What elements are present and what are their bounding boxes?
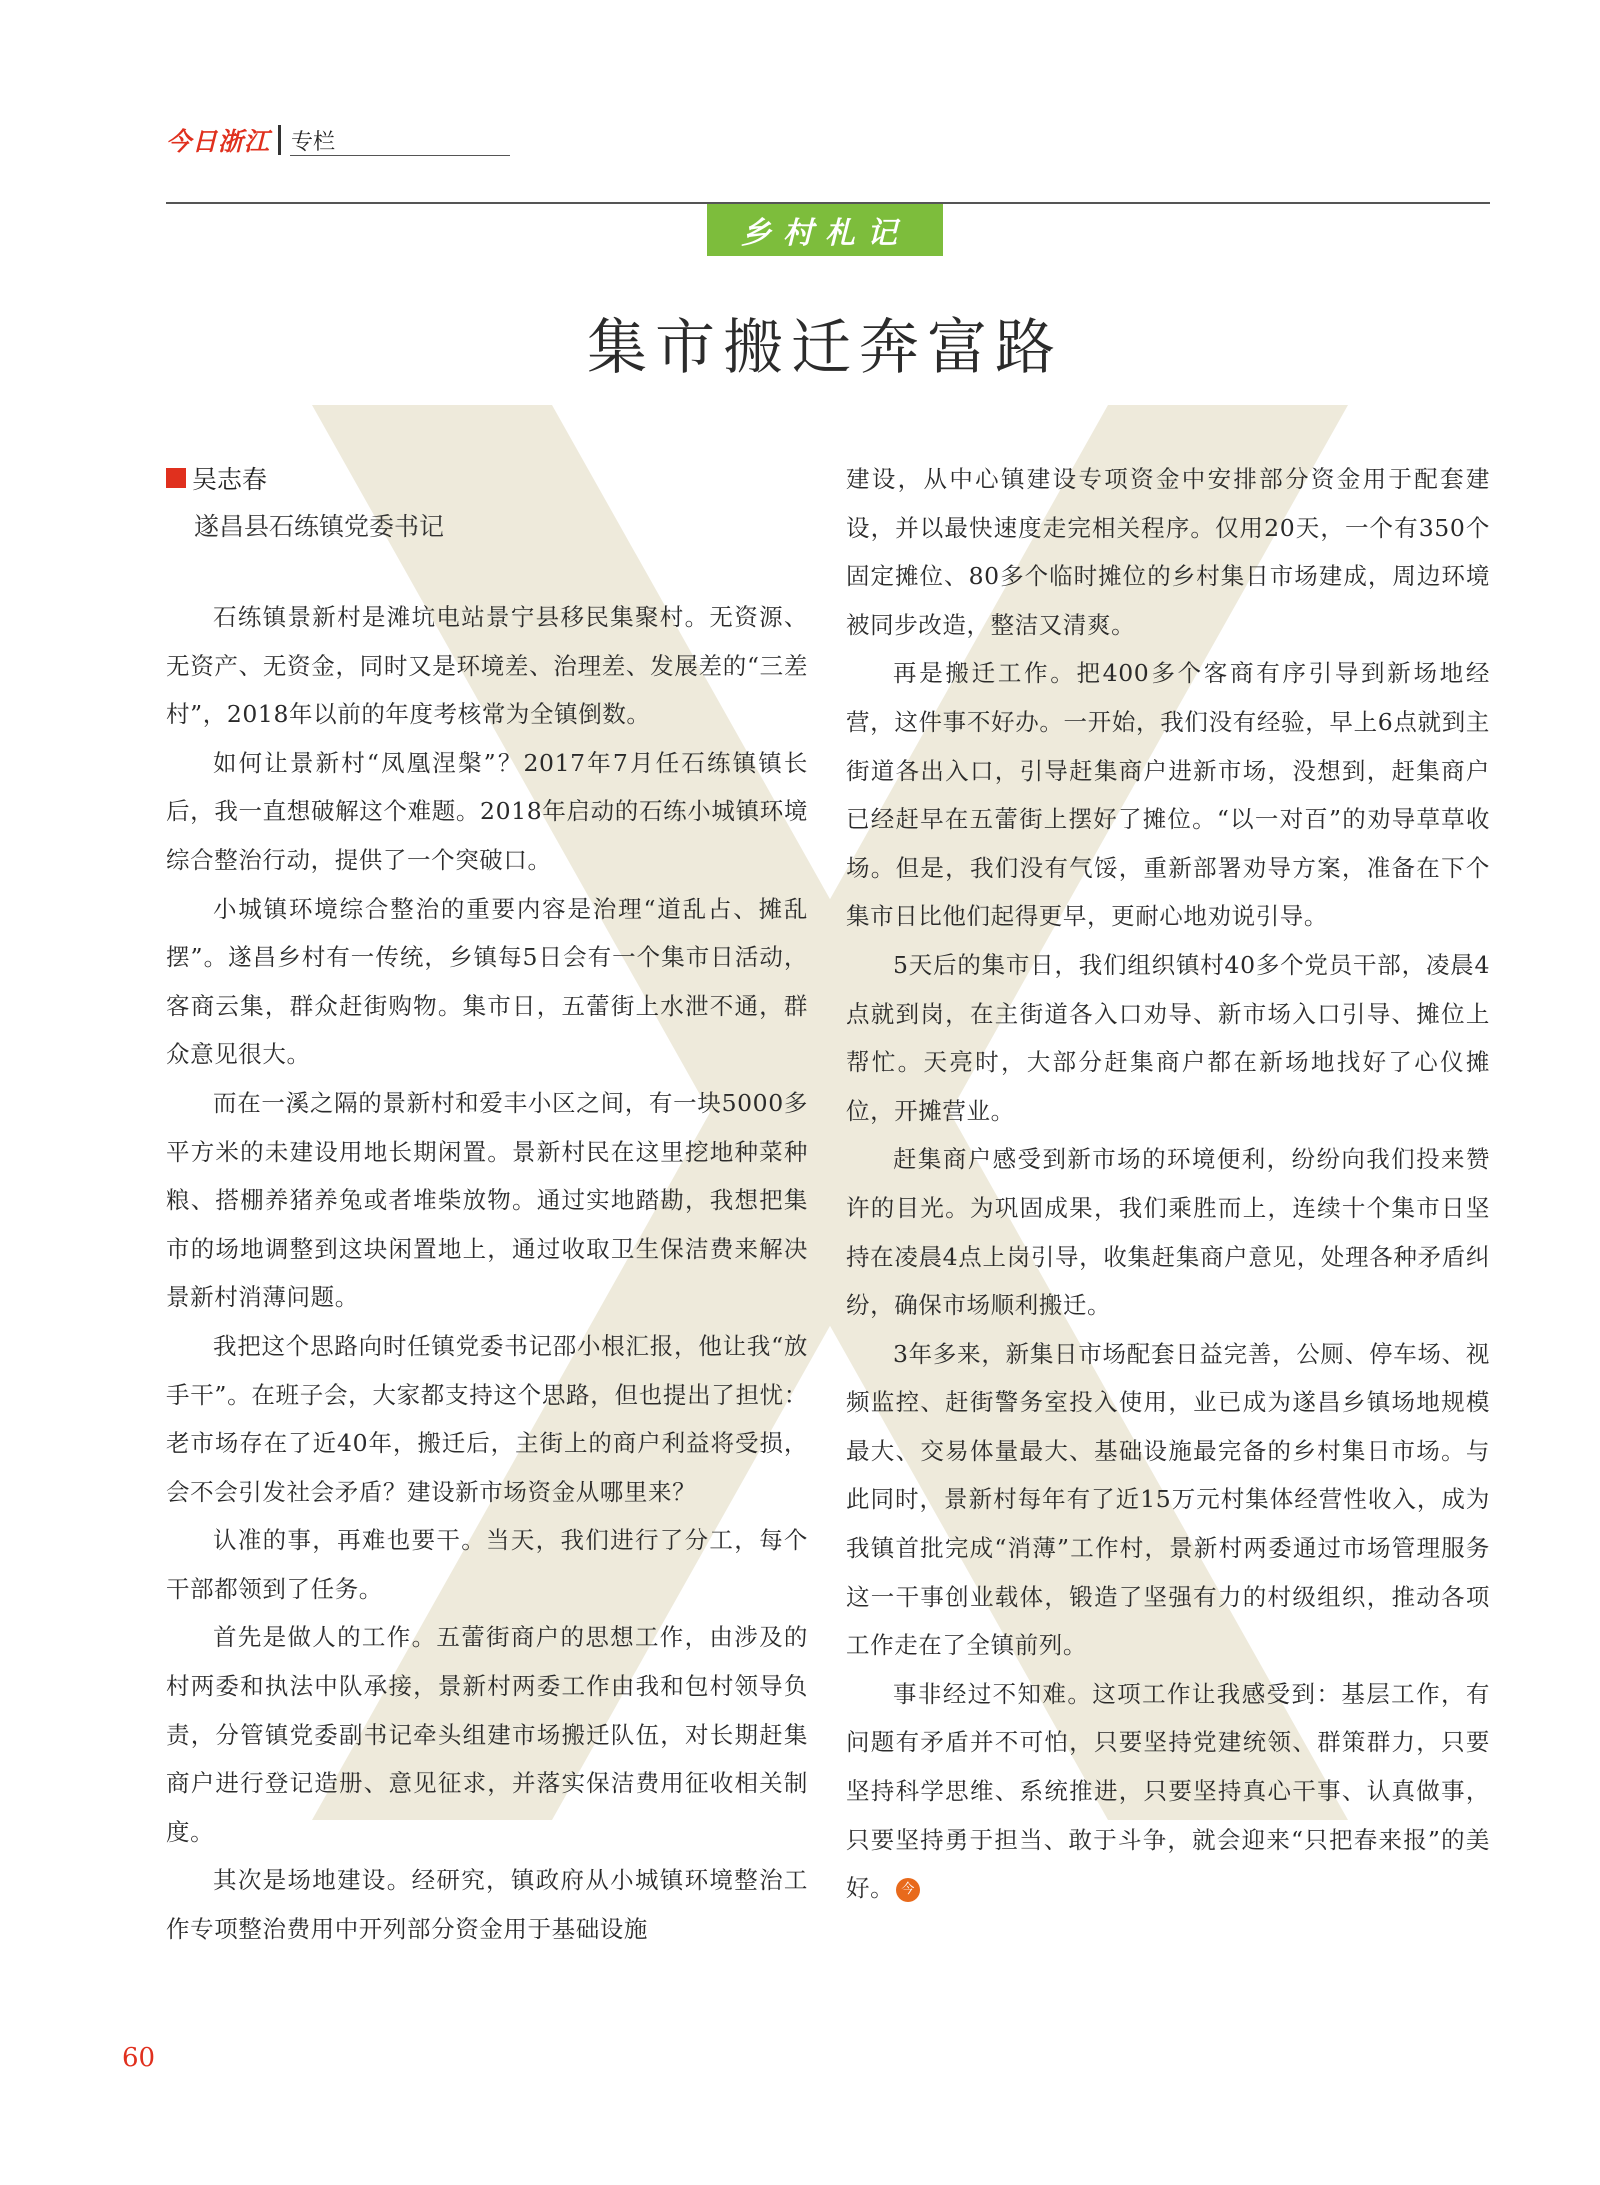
author-name: 吴志春 <box>192 465 268 494</box>
paragraph: 如何让景新村“凤凰涅槃”？2017年7月任石练镇镇长后，我一直想破解这个难题。2018年启动的石练小城镇环境综合整治行动，提供了一个突破口。 <box>166 748 808 874</box>
paragraph: 再是搬迁工作。把400多个客商有序引导到新场地经营，这件事不好办。一开始，我们没有经验，早上6点就到主街道各出入口，引导赶集商户进新市场，没想到，赶集商户已经赶早在五蕾街上摆好了摊位。“以一对百”的劝导草草收场。但是，我们没有气馁，重新部署劝导方案，准备在下个集市日比他们起得更早，更耐心地劝说引导。 <box>846 659 1490 931</box>
paragraph: 5天后的集市日，我们组织镇村40多个党员干部，凌晨4点就到岗，在主街道各入口劝导、新市场入口引导、摊位上帮忙。天亮时，大部分赶集商户都在新场地找好了心仪摊位，开摊营业。 <box>846 950 1490 1125</box>
page-number: 60 <box>122 2043 156 2073</box>
end-mark-icon: 今 <box>896 1878 920 1902</box>
paragraph: 认准的事，再难也要干。当天，我们进行了分工，每个干部都领到了任务。 <box>166 1526 808 1603</box>
author-position: 遂昌县石练镇党委书记 <box>194 512 445 541</box>
paragraph: 而在一溪之隔的景新村和爱丰小区之间，有一块5000多平方米的未建设用地长期闲置。景新村民在这里挖地种菜种粮、搭棚养猪养兔或者堆柴放物。通过实地踏勘，我想把集市的场地调整到这块闲置地上，通过收取卫生保洁费来解决景新村消薄问题。 <box>166 1088 808 1312</box>
section-name: 专栏 <box>291 129 336 155</box>
byline-square-icon <box>166 468 186 488</box>
byline <box>166 460 267 496</box>
last-paragraph <box>846 1670 1490 1913</box>
right-column <box>846 455 1490 1913</box>
paragraph: 石练镇景新村是滩坑电站景宁县移民集聚村。无资源、无资产、无资金，同时又是环境差、治理差、发展差的“三差村”，2018年以前的年度考核常为全镇倒数。 <box>166 603 808 729</box>
paragraph: 赶集商户感受到新市场的环境便利，纷纷向我们投来赞许的目光。为巩固成果，我们乘胜而上，连续十个集市日坚持在凌晨4点上岗引导，收集赶集商户意见，处理各种矛盾纠纷，确保市场顺利搬迁。 <box>846 1145 1490 1320</box>
masthead-divider <box>278 125 281 155</box>
paragraph: 其次是场地建设。经研究，镇政府从小城镇环境整治工作专项整治费用中开列部分资金用于基础设施 <box>166 1866 808 1944</box>
magazine-logo: 今日浙江 <box>166 127 271 156</box>
paragraph: 3年多来，新集日市场配套日益完善，公厕、停车场、视频监控、赶街警务室投入使用，业已成为遂昌乡镇场地规模最大、交易体量最大、基础设施最完备的乡村集日市场。与此同时，景新村每年有了近15万元村集体经营性收入，成为我镇首批完成“消薄”工作村，景新村两委通过市场管理服务这一干事创业载体，锻造了坚强有力的村级组织，推动各项工作走在了全镇前列。 <box>846 1339 1490 1660</box>
paragraph: 我把这个思路向时任镇党委书记邵小根汇报，他让我“放手干”。在班子会，大家都支持这个思路，但也提出了担忧：老市场存在了近40年，搬迁后，主街上的商户利益将受损，会不会引发社会矛盾？建设新市场资金从哪里来？ <box>166 1331 808 1506</box>
article-title: 集市搬迁奔富路 <box>587 313 1063 383</box>
paragraph-text: 事非经过不知难。这项工作让我感受到：基层工作，有问题有矛盾并不可怕，只要坚持党建统领、群策群力，只要坚持科学思维、系统推进，只要坚持真心干事、认真做事，只要坚持勇于担当、敢于斗争，就会迎来“只把春来报”的美好。 <box>846 1679 1490 1903</box>
column-label: 乡村札记 <box>707 204 943 256</box>
masthead <box>166 122 335 158</box>
paragraph: 小城镇环境综合整治的重要内容是治理“道乱占、摊乱摆”。遂昌乡村有一传统，乡镇每5日会有一个集市日活动，客商云集，群众赶街购物。集市日，五蕾街上水泄不通，群众意见很大。 <box>166 894 808 1069</box>
paragraph: 首先是做人的工作。五蕾街商户的思想工作，由涉及的村两委和执法中队承接，景新村两委工作由我和包村领导负责，分管镇党委副书记牵头组建市场搬迁队伍，对长期赶集商户进行登记造册、意见征求，并落实保洁费用征收相关制度。 <box>166 1623 808 1846</box>
left-column <box>166 593 808 1954</box>
paragraph: 建设，从中心镇建设专项资金中安排部分资金用于配套建设，并以最快速度走完相关程序。仅用20天，一个有350个固定摊位、80多个临时摊位的乡村集日市场建成，周边环境被同步改造，整洁又清爽。 <box>846 465 1490 639</box>
